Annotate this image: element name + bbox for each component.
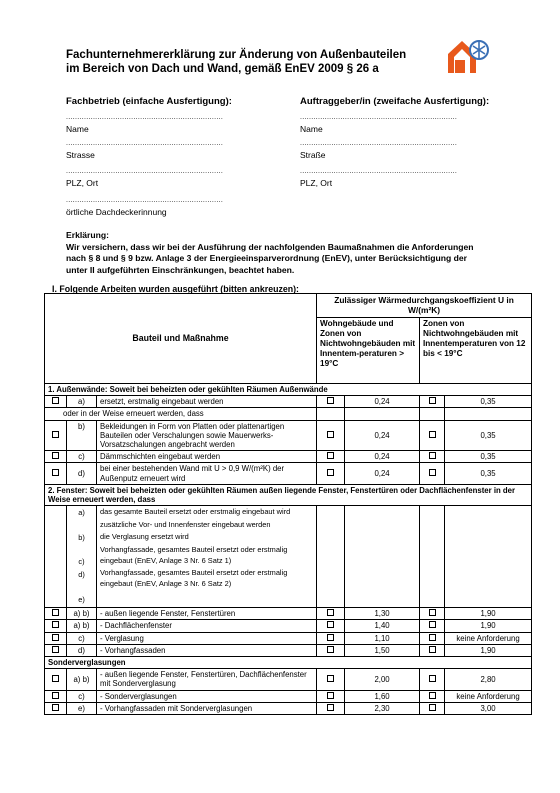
row-letter: a) b) — [67, 669, 97, 690]
u-value-nichtwohn: 0,35 — [445, 420, 532, 451]
u-value-wohn: 1,30 — [345, 608, 420, 620]
fenster-list-row — [45, 506, 532, 608]
table-row — [45, 702, 532, 714]
row-text: bei einer bestehenden Wand mit U > 0,9 W/(m²K) der Außenputz erneuert wird — [97, 463, 317, 484]
row-text: - Vorhangfassaden — [97, 644, 317, 656]
checkbox[interactable] — [52, 621, 59, 628]
checkbox[interactable] — [429, 397, 436, 404]
checkbox[interactable] — [429, 431, 436, 438]
u-value-wohn: 0,24 — [345, 420, 420, 451]
u-value-wohn: 1,10 — [345, 632, 420, 644]
checkbox[interactable] — [52, 692, 59, 699]
list-text: Vorhangfassade, gesamtes Bauteil ersetzt oder erstmalig eingebaut (EnEV, Anlage 3 Nr. 6 Satz 2) — [100, 568, 288, 588]
checkbox[interactable] — [327, 675, 334, 682]
checkbox[interactable] — [52, 397, 59, 404]
checkbox[interactable] — [327, 469, 334, 476]
u-value-wohn: 2,30 — [345, 702, 420, 714]
declaration-text: Wir versichern, dass wir bei der Ausführung der nachfolgenden Baumaßnahmen die Anforderungen nach § 8 und § 9 bzw. Anlage 3 der Energieeinsparverordnung (EnEV), unter Berücksichtigung der unter II aufgeführten Einschränkungen, beachtet haben. — [66, 241, 474, 275]
innung-line[interactable]: ...................................................................... — [66, 197, 224, 204]
u-value-nichtwohn: 0,35 — [445, 451, 532, 463]
u-value-wohn: 0,24 — [345, 396, 420, 408]
table-row — [45, 420, 532, 451]
section-1-title: 1. Außenwände: Soweit bei beheizten oder gekühlten Räumen Außenwände — [45, 384, 532, 396]
table-row — [45, 632, 532, 644]
u-value-nichtwohn: 3,00 — [445, 702, 532, 714]
u-value-wohn: 1,60 — [345, 690, 420, 702]
row-letter: c) — [67, 690, 97, 702]
row-letter: c) — [67, 632, 97, 644]
declaration-title: Erklärung: — [66, 230, 109, 240]
list-text: Vorhangfassade, gesamtes Bauteil ersetzt oder erstmalig eingebaut (EnEV, Anlage 3 Nr. 6 Satz 1) — [100, 545, 288, 565]
checkbox[interactable] — [429, 704, 436, 711]
checkbox[interactable] — [52, 469, 59, 476]
table-row — [45, 669, 532, 690]
u-value-nichtwohn: 1,90 — [445, 644, 532, 656]
u-value-wohn: 0,24 — [345, 451, 420, 463]
row-letter: a) b) — [67, 620, 97, 632]
checkbox[interactable] — [327, 431, 334, 438]
checkbox[interactable] — [429, 675, 436, 682]
row-text: oder in der Weise erneuert werden, dass — [45, 408, 317, 420]
u-value-nichtwohn: 1,90 — [445, 620, 532, 632]
roofer-logo-icon — [446, 38, 492, 74]
checkbox[interactable] — [52, 431, 59, 438]
u-value-nichtwohn: 2,80 — [445, 669, 532, 690]
title-line-2: im Bereich von Dach und Wand, gemäß EnEV 2009 § 26 a — [66, 62, 379, 75]
u-value-wohn: 0,24 — [345, 463, 420, 484]
row-text: - Dachflächenfenster — [97, 620, 317, 632]
innung-label: örtliche Dachdeckerinnung — [66, 207, 167, 217]
table-row — [45, 408, 532, 420]
list-text: das gesamte Bauteil ersetzt oder erstmalig eingebaut wird — [100, 507, 291, 517]
checkbox[interactable] — [429, 469, 436, 476]
col-bauteil-header: Bauteil und Maßnahme — [45, 294, 317, 384]
checkbox[interactable] — [327, 704, 334, 711]
list-letter: c) — [78, 557, 85, 567]
auftraggeber-name-label: Name — [300, 124, 323, 134]
document-title — [66, 49, 406, 76]
u-value-nichtwohn: 0,35 — [445, 396, 532, 408]
checkbox[interactable] — [327, 609, 334, 616]
row-text: Bekleidungen in Form von Platten oder plattenartigen Bauteilen oder Verschalungen sowie Mauerwerks-Vorsatzschalungen angebracht werden — [97, 420, 317, 451]
list-letter: b) — [78, 532, 85, 542]
row-letter: d) — [67, 644, 97, 656]
u-value-wohn: 1,50 — [345, 644, 420, 656]
checkbox[interactable] — [429, 452, 436, 459]
fachbetrieb-city-label: PLZ, Ort — [66, 178, 99, 188]
row-letter: a) — [67, 396, 97, 408]
list-text: zusätzliche Vor- und Innenfenster eingebaut werden — [100, 519, 271, 529]
row-letter: e) — [67, 702, 97, 714]
row-text: - außen liegende Fenster, Fenstertüren, Dachflächenfenster mit Sonderverglasung — [97, 669, 317, 690]
table-row — [45, 451, 532, 463]
row-text: - Vorhangfassaden mit Sonderverglasungen — [97, 702, 317, 714]
u-value-wohn: 1,40 — [345, 620, 420, 632]
fachbetrieb-heading: Fachbetrieb (einfache Ausfertigung): — [66, 96, 232, 107]
list-text: die Verglasung ersetzt wird — [100, 532, 189, 542]
auftraggeber-name-line[interactable]: ...................................................................... — [300, 114, 458, 121]
checkbox[interactable] — [327, 634, 334, 641]
fachbetrieb-street-line[interactable]: ...................................................................... — [66, 140, 224, 147]
checkbox[interactable] — [52, 609, 59, 616]
checkbox[interactable] — [52, 704, 59, 711]
u-value-nichtwohn: keine Anforderung — [445, 632, 532, 644]
table-row — [45, 690, 532, 702]
col-u-header: Zulässiger Wärmedurchgangskoeffizient U in W/(m²K) — [317, 294, 532, 318]
list-letter: d) — [78, 570, 85, 580]
measures-table — [44, 293, 532, 715]
table-row — [45, 396, 532, 408]
table-row — [45, 463, 532, 484]
checkbox[interactable] — [429, 621, 436, 628]
checkbox[interactable] — [429, 634, 436, 641]
auftraggeber-city-line[interactable]: ...................................................................... — [300, 168, 458, 175]
auftraggeber-city-label: PLZ, Ort — [300, 178, 333, 188]
checkbox[interactable] — [52, 634, 59, 641]
fachbetrieb-city-line[interactable]: ...................................................................... — [66, 168, 224, 175]
fachbetrieb-street-label: Strasse — [66, 150, 95, 160]
table-row — [45, 620, 532, 632]
list-letter: a) — [78, 508, 85, 518]
checkbox[interactable] — [429, 646, 436, 653]
table-row — [45, 608, 532, 620]
auftraggeber-street-label: Straße — [300, 150, 326, 160]
checkbox[interactable] — [327, 692, 334, 699]
row-text: - außen liegende Fenster, Fenstertüren — [97, 608, 317, 620]
row-letter: b) — [67, 420, 97, 451]
u-value-nichtwohn: 1,90 — [445, 608, 532, 620]
checkbox[interactable] — [52, 646, 59, 653]
col-wohn-header: Wohngebäude und Zonen von Nichtwohngebäuden mit Innentem-peraturen > 19°C — [317, 318, 420, 384]
checkbox[interactable] — [327, 397, 334, 404]
u-value-nichtwohn: keine Anforderung — [445, 690, 532, 702]
row-text: - Sonderverglasungen — [97, 690, 317, 702]
title-line-1: Fachunternehmererklärung zur Änderung von Außenbauteilen — [66, 49, 407, 61]
checkbox[interactable] — [327, 646, 334, 653]
list-letter: e) — [78, 594, 85, 604]
checkbox[interactable] — [327, 452, 334, 459]
fachbetrieb-name-line[interactable]: ...................................................................... — [66, 114, 224, 121]
fachbetrieb-name-label: Name — [66, 124, 89, 134]
checkbox[interactable] — [429, 692, 436, 699]
row-letter: c) — [67, 451, 97, 463]
row-text: ersetzt, erstmalig eingebaut werden — [97, 396, 317, 408]
checkbox[interactable] — [429, 609, 436, 616]
section-title: I. Folgende Arbeiten wurden ausgeführt (bitten ankreuzen): — [52, 284, 299, 294]
declaration — [66, 230, 486, 276]
sonder-title: Sonderverglasungen — [45, 657, 532, 669]
checkbox[interactable] — [52, 675, 59, 682]
section-2-title: 2. Fenster: Soweit bei beheizten oder gekühlten Räumen außen liegende Fenster, Fenstertüren oder Dachflächenfenster in der Weise erneuert werden, dass — [45, 484, 532, 505]
checkbox[interactable] — [327, 621, 334, 628]
row-text: - Verglasung — [97, 632, 317, 644]
u-value-nichtwohn: 0,35 — [445, 463, 532, 484]
auftraggeber-street-line[interactable]: ...................................................................... — [300, 140, 458, 147]
row-letter: a) b) — [67, 608, 97, 620]
col-nichtwohn-header: Zonen von Nichtwohngebäuden mit Innentemperaturen von 12 bis < 19°C — [420, 318, 532, 384]
u-value-wohn: 2,00 — [345, 669, 420, 690]
table-row — [45, 644, 532, 656]
auftraggeber-heading: Auftraggeber/in (zweifache Ausfertigung): — [300, 96, 490, 107]
row-text: Dämmschichten eingebaut werden — [97, 451, 317, 463]
row-letter: d) — [67, 463, 97, 484]
checkbox[interactable] — [52, 452, 59, 459]
